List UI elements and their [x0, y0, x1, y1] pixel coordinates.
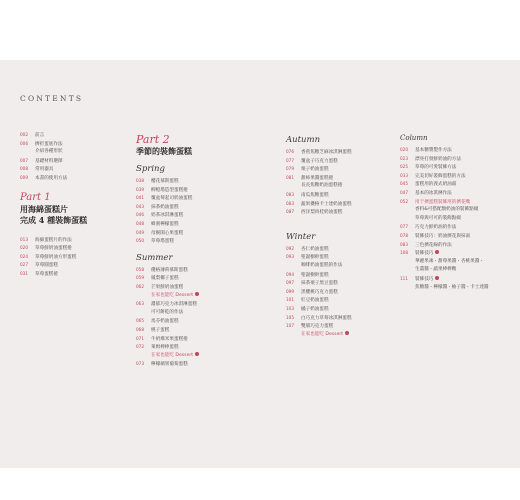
toc-entry: [286, 314, 352, 323]
toc-entry: [400, 266, 489, 275]
page-number: 097: [286, 280, 294, 286]
entry-title: 覆盆莓起司奶油蛋糕: [151, 196, 193, 202]
entry-title: 優格薄荷慕斯蛋糕: [151, 267, 188, 273]
page-number: 105: [286, 314, 294, 320]
toc-entry: [286, 305, 352, 314]
page-number: 073: [136, 361, 144, 367]
entry-title: 白巧克力草莓冰淇淋蛋糕: [301, 315, 352, 321]
book-spread: [0, 60, 520, 468]
toc-entry: [286, 148, 352, 157]
autumn-heading: Autumn: [286, 135, 321, 145]
toc-entry: [136, 360, 199, 369]
page-number: 058: [136, 266, 144, 272]
toc-entry: [286, 253, 352, 262]
page-number: 068: [136, 326, 144, 332]
front-matter-list: [20, 131, 87, 183]
entry-title: 完美切好裝飾蛋糕的方法: [415, 173, 466, 179]
page-number: 023: [400, 155, 408, 161]
page-number: 031: [20, 270, 28, 276]
entry-title: 香蕉焦糖芝麻冰淇淋蛋糕: [301, 150, 352, 155]
page-number: 094: [286, 271, 294, 277]
toc-entry: [136, 300, 199, 309]
toc-entry: [286, 208, 352, 217]
entry-title: 萊姆棒棒蛋糕: [151, 345, 179, 351]
entry-title: 鳳梨椰子蛋糕: [151, 276, 179, 282]
page-number: 020: [400, 147, 408, 152]
bullet-dot-icon: [195, 352, 199, 356]
entry-title: 在家也能吃 Dessert: [151, 352, 194, 358]
entry-title: 擠折蛋底作法: [35, 141, 63, 147]
entry-title: 常用器具: [35, 167, 54, 173]
entry-title: 在家也能吃 Dessert: [151, 292, 194, 298]
page-number: 008: [20, 166, 28, 172]
toc-entry: [136, 326, 199, 335]
bullet-dot-icon: [435, 276, 439, 280]
entry-title: 香料&可搭配類奶油的裝飾點綴: [415, 207, 479, 213]
toc-entry: [136, 283, 199, 292]
part2-subtitle: 季節的裝飾蛋糕: [136, 146, 192, 156]
entry-title: 櫻花慕斯蛋糕: [151, 179, 179, 184]
toc-entry: [400, 146, 489, 155]
entry-title: 栗子奶油蛋糕: [301, 167, 329, 173]
page-number: 013: [20, 236, 28, 242]
toc-entry: [400, 172, 489, 181]
entry-title: 母猴開心果蛋糕: [151, 230, 184, 236]
toc-entry: [20, 131, 87, 140]
entry-title: 海綿蛋糕片的作法: [35, 237, 72, 243]
spring-list: [136, 177, 199, 246]
page-number: 076: [286, 149, 294, 154]
entry-title: 長長焦糖奶油蛋糕捲: [301, 183, 343, 189]
toc-entry: [20, 236, 87, 245]
page-number: 046: [136, 212, 144, 218]
toc-entry: [20, 140, 87, 149]
toc-entry: [286, 182, 352, 191]
entry-title: 西洋梨肉桂奶油蛋糕: [301, 210, 343, 216]
toc-entry: [20, 253, 87, 262]
entry-title: 牛奶爆米果蛋糕捲: [151, 336, 188, 342]
toc-entry: [400, 258, 489, 267]
entry-title: 芒果鮮奶油蛋糕: [151, 284, 184, 290]
toc-entry: [20, 174, 87, 183]
page-number: 033: [400, 172, 408, 178]
toc-entry: [136, 194, 199, 203]
entry-title: 覆盆子巧克力蛋糕: [301, 158, 338, 164]
entry-title: 漂亮打發鮮奶油的方法: [415, 156, 461, 162]
toc-entry: [400, 198, 489, 207]
entry-title: 聖誕樹幹蛋糕: [301, 255, 329, 261]
entry-title: 雙層巧克力蛋糕: [301, 324, 334, 330]
toc-entry: [20, 148, 87, 157]
entry-title: 咖啡奶油蛋糕的作法: [301, 262, 343, 268]
page-number: 087: [286, 209, 294, 215]
entry-title: 杏仁奶油蛋糕: [301, 246, 329, 252]
toc-entry: [400, 180, 489, 189]
entry-title: 草莓鮮奶油蛋糕捲: [35, 246, 72, 252]
entry-title: 草莓蛋糕捲: [35, 271, 58, 277]
page-number: 092: [286, 245, 294, 251]
toc-entry: [20, 244, 87, 253]
toc-entry: [136, 177, 199, 186]
toc-entry: [136, 203, 199, 212]
entry-title: 基本糖漿製作方法: [415, 148, 452, 153]
entry-title: 草莓的可愛裝飾方法: [415, 165, 457, 171]
entry-title: 裝飾技巧: [415, 251, 434, 257]
page-number: 049: [136, 229, 144, 235]
column-list: [400, 146, 489, 292]
entry-title: 紅豆奶油蛋糕: [301, 298, 329, 304]
entry-title: 濃郁巧克力冰淇淋蛋糕: [151, 302, 197, 308]
page-number: 024: [20, 253, 28, 259]
page-number: 083: [286, 191, 294, 197]
entry-title: 蛋糕用的義式奶油霜: [415, 182, 457, 188]
page-number: 059: [136, 275, 144, 281]
entry-title: 巧克力鮮奶油的作法: [415, 225, 457, 231]
toc-entry: [136, 343, 199, 352]
toc-entry: [136, 352, 199, 361]
toc-entry: [136, 292, 199, 301]
page-number: 099: [286, 288, 294, 294]
page-number: 025: [400, 164, 408, 170]
toc-entry: [400, 232, 489, 241]
part1-heading: Part 1: [20, 191, 51, 203]
toc-entry: [136, 266, 199, 275]
autumn-list: [286, 148, 352, 217]
page-number: 083: [400, 241, 408, 247]
toc-entry: [20, 157, 87, 166]
page-number: 045: [400, 181, 408, 187]
entry-title: 檸檬蘋果葡萄蛋糕: [151, 362, 188, 368]
entry-title: 前言: [35, 133, 45, 138]
toc-entry: [286, 165, 352, 174]
page-number: 101: [286, 297, 294, 303]
entry-title: 抹茶奶油蛋糕: [151, 204, 179, 210]
page-number: 079: [286, 166, 294, 172]
toc-entry: [136, 317, 199, 326]
entry-title: 基礎材料選擇: [35, 158, 63, 164]
page-number: 093: [286, 254, 294, 260]
toc-entry: [136, 309, 199, 318]
toc-entry: [286, 288, 352, 297]
bullet-dot-icon: [345, 331, 349, 335]
part1-subtitle-line1: 用海綿蛋糕片: [20, 203, 68, 214]
page-number: 103: [286, 305, 294, 311]
entry-title: 在家也能吃 Dessert: [301, 331, 344, 337]
page-number: 038: [136, 178, 144, 183]
page-number: 039: [136, 186, 144, 192]
page-number: 107: [286, 323, 294, 329]
toc-entry: [286, 157, 352, 166]
entry-title: 奶茶冰淇淋蛋糕: [151, 213, 184, 219]
toc-entry: [136, 211, 199, 220]
toc-entry: [286, 174, 352, 183]
entry-title: 裝飾技巧: [415, 276, 434, 282]
entry-title: 甜柿果醬蛋糕捲: [301, 175, 334, 181]
page-number: 041: [136, 195, 144, 201]
bullet-dot-icon: [435, 250, 439, 254]
part1-subtitle-line2: 完成 4 種裝飾蛋糕: [20, 214, 88, 225]
entry-title: 蜂蜜檸檬蛋糕: [151, 221, 179, 227]
toc-entry: [136, 274, 199, 283]
toc-entry: [400, 215, 489, 224]
page-number: 009: [20, 174, 28, 180]
toc-entry: [400, 206, 489, 215]
page-number: 077: [286, 157, 294, 163]
page-number: 078: [400, 232, 408, 238]
page-number: 047: [400, 189, 408, 195]
entry-title: 基本的冰淇淋作法: [415, 190, 452, 196]
column-heading: Column: [400, 134, 428, 142]
bullet-dot-icon: [195, 292, 199, 296]
page-number: 077: [400, 224, 408, 230]
toc-entry: [400, 284, 489, 293]
page-number: 020: [20, 245, 28, 251]
page-number: 065: [136, 318, 144, 324]
page-number: 081: [286, 174, 294, 180]
part1-list: [20, 236, 87, 279]
toc-entry: [20, 270, 87, 279]
toc-entry: [286, 245, 352, 254]
page-number: 006: [20, 140, 28, 146]
entry-title: 桃子蛋糕: [151, 327, 170, 333]
toc-entry: [400, 249, 489, 258]
winter-heading: Winter: [286, 231, 316, 242]
winter-list: [286, 245, 352, 340]
page-number: 062: [136, 283, 144, 289]
entry-title: 黑櫻桃巧克力蛋糕: [301, 289, 338, 295]
entry-title: 裝飾技巧：奶油擠花與抹面: [415, 233, 471, 239]
page-number: 050: [136, 238, 144, 244]
entry-title: 草莓鮮奶油方形蛋糕: [35, 254, 77, 260]
toc-entry: [136, 229, 199, 238]
toc-entry: [286, 200, 352, 209]
toc-entry: [286, 322, 352, 331]
column-part2: [136, 134, 199, 369]
toc-entry: [400, 189, 489, 198]
page-number: 108: [400, 250, 408, 256]
toc-entry: [136, 220, 199, 229]
toc-entry: [286, 262, 352, 271]
entry-title: 可可餅乾的作法: [151, 309, 184, 315]
spring-heading: Spring: [136, 164, 165, 174]
entry-title: 草莓與可可的裝飾點綴: [415, 215, 461, 221]
page-number: 048: [136, 220, 144, 226]
toc-entry: [136, 186, 199, 195]
column-column: [400, 134, 489, 292]
entry-title: 聖誕樹幹蛋糕: [301, 272, 329, 278]
entry-title: 生薑醬・蔬果棒棒糖: [415, 267, 457, 273]
entry-title: 本書的使用方法: [35, 175, 68, 181]
column-autumn-winter: [286, 135, 352, 339]
toc-entry: [400, 241, 489, 250]
entry-title: 柳橙塔造型蛋糕捲: [151, 187, 188, 193]
toc-entry: [286, 271, 352, 280]
entry-title: 草莓圓蛋糕: [35, 263, 58, 269]
entry-title: 華麗果凍・甜莓果醬・杏桃果醬・: [415, 258, 484, 264]
toc-entry: [136, 335, 199, 344]
column-front-matter: [20, 131, 87, 279]
page-number: 052: [400, 198, 408, 204]
entry-title: 抹茶栗子黑豆蛋糕: [301, 281, 338, 287]
page-number: 007: [20, 157, 28, 163]
entry-title: 蔬果優格卡士達奶油蛋糕: [301, 201, 352, 207]
summer-heading: Summer: [136, 252, 173, 263]
page-number: 111: [400, 275, 408, 281]
page-number: 002: [20, 132, 28, 137]
toc-entry: [286, 331, 352, 340]
page-number: 043: [136, 203, 144, 209]
page-number: 072: [136, 344, 144, 350]
page-number: 027: [20, 262, 28, 268]
toc-entry: [136, 237, 199, 246]
toc-entry: [400, 275, 489, 284]
part2-heading: Part 2: [136, 133, 170, 146]
toc-entry: [286, 191, 352, 200]
summer-list: [136, 266, 199, 369]
toc-entry: [286, 279, 352, 288]
entry-title: 介紹各種形狀: [35, 149, 63, 155]
toc-entry: [20, 165, 87, 174]
entry-title: 焦糖醬・檸檬醬・柚子醬・卡士達醬: [415, 284, 489, 290]
toc-entry: [400, 163, 489, 172]
entry-title: 南瓜焦糖蛋糕: [301, 192, 329, 198]
toc-entry: [400, 155, 489, 164]
entry-title: 用于擠蛋糕裝飾用的擠花嘴: [415, 199, 471, 205]
entry-title: 橘子奶油蛋糕: [301, 306, 329, 312]
toc-entry: [286, 296, 352, 305]
page-number: 083: [286, 200, 294, 206]
page-number: 071: [136, 335, 144, 341]
part1-block: [20, 192, 87, 226]
entry-title: 草莓塔蛋糕: [151, 239, 174, 245]
toc-entry: [400, 223, 489, 232]
entry-title: 馬芬奶油蛋糕: [151, 319, 179, 325]
contents-title: CONTENTS: [20, 94, 84, 103]
toc-entry: [20, 261, 87, 270]
entry-title: 三色擠花線的作法: [415, 242, 452, 248]
page-number: 063: [136, 301, 144, 307]
